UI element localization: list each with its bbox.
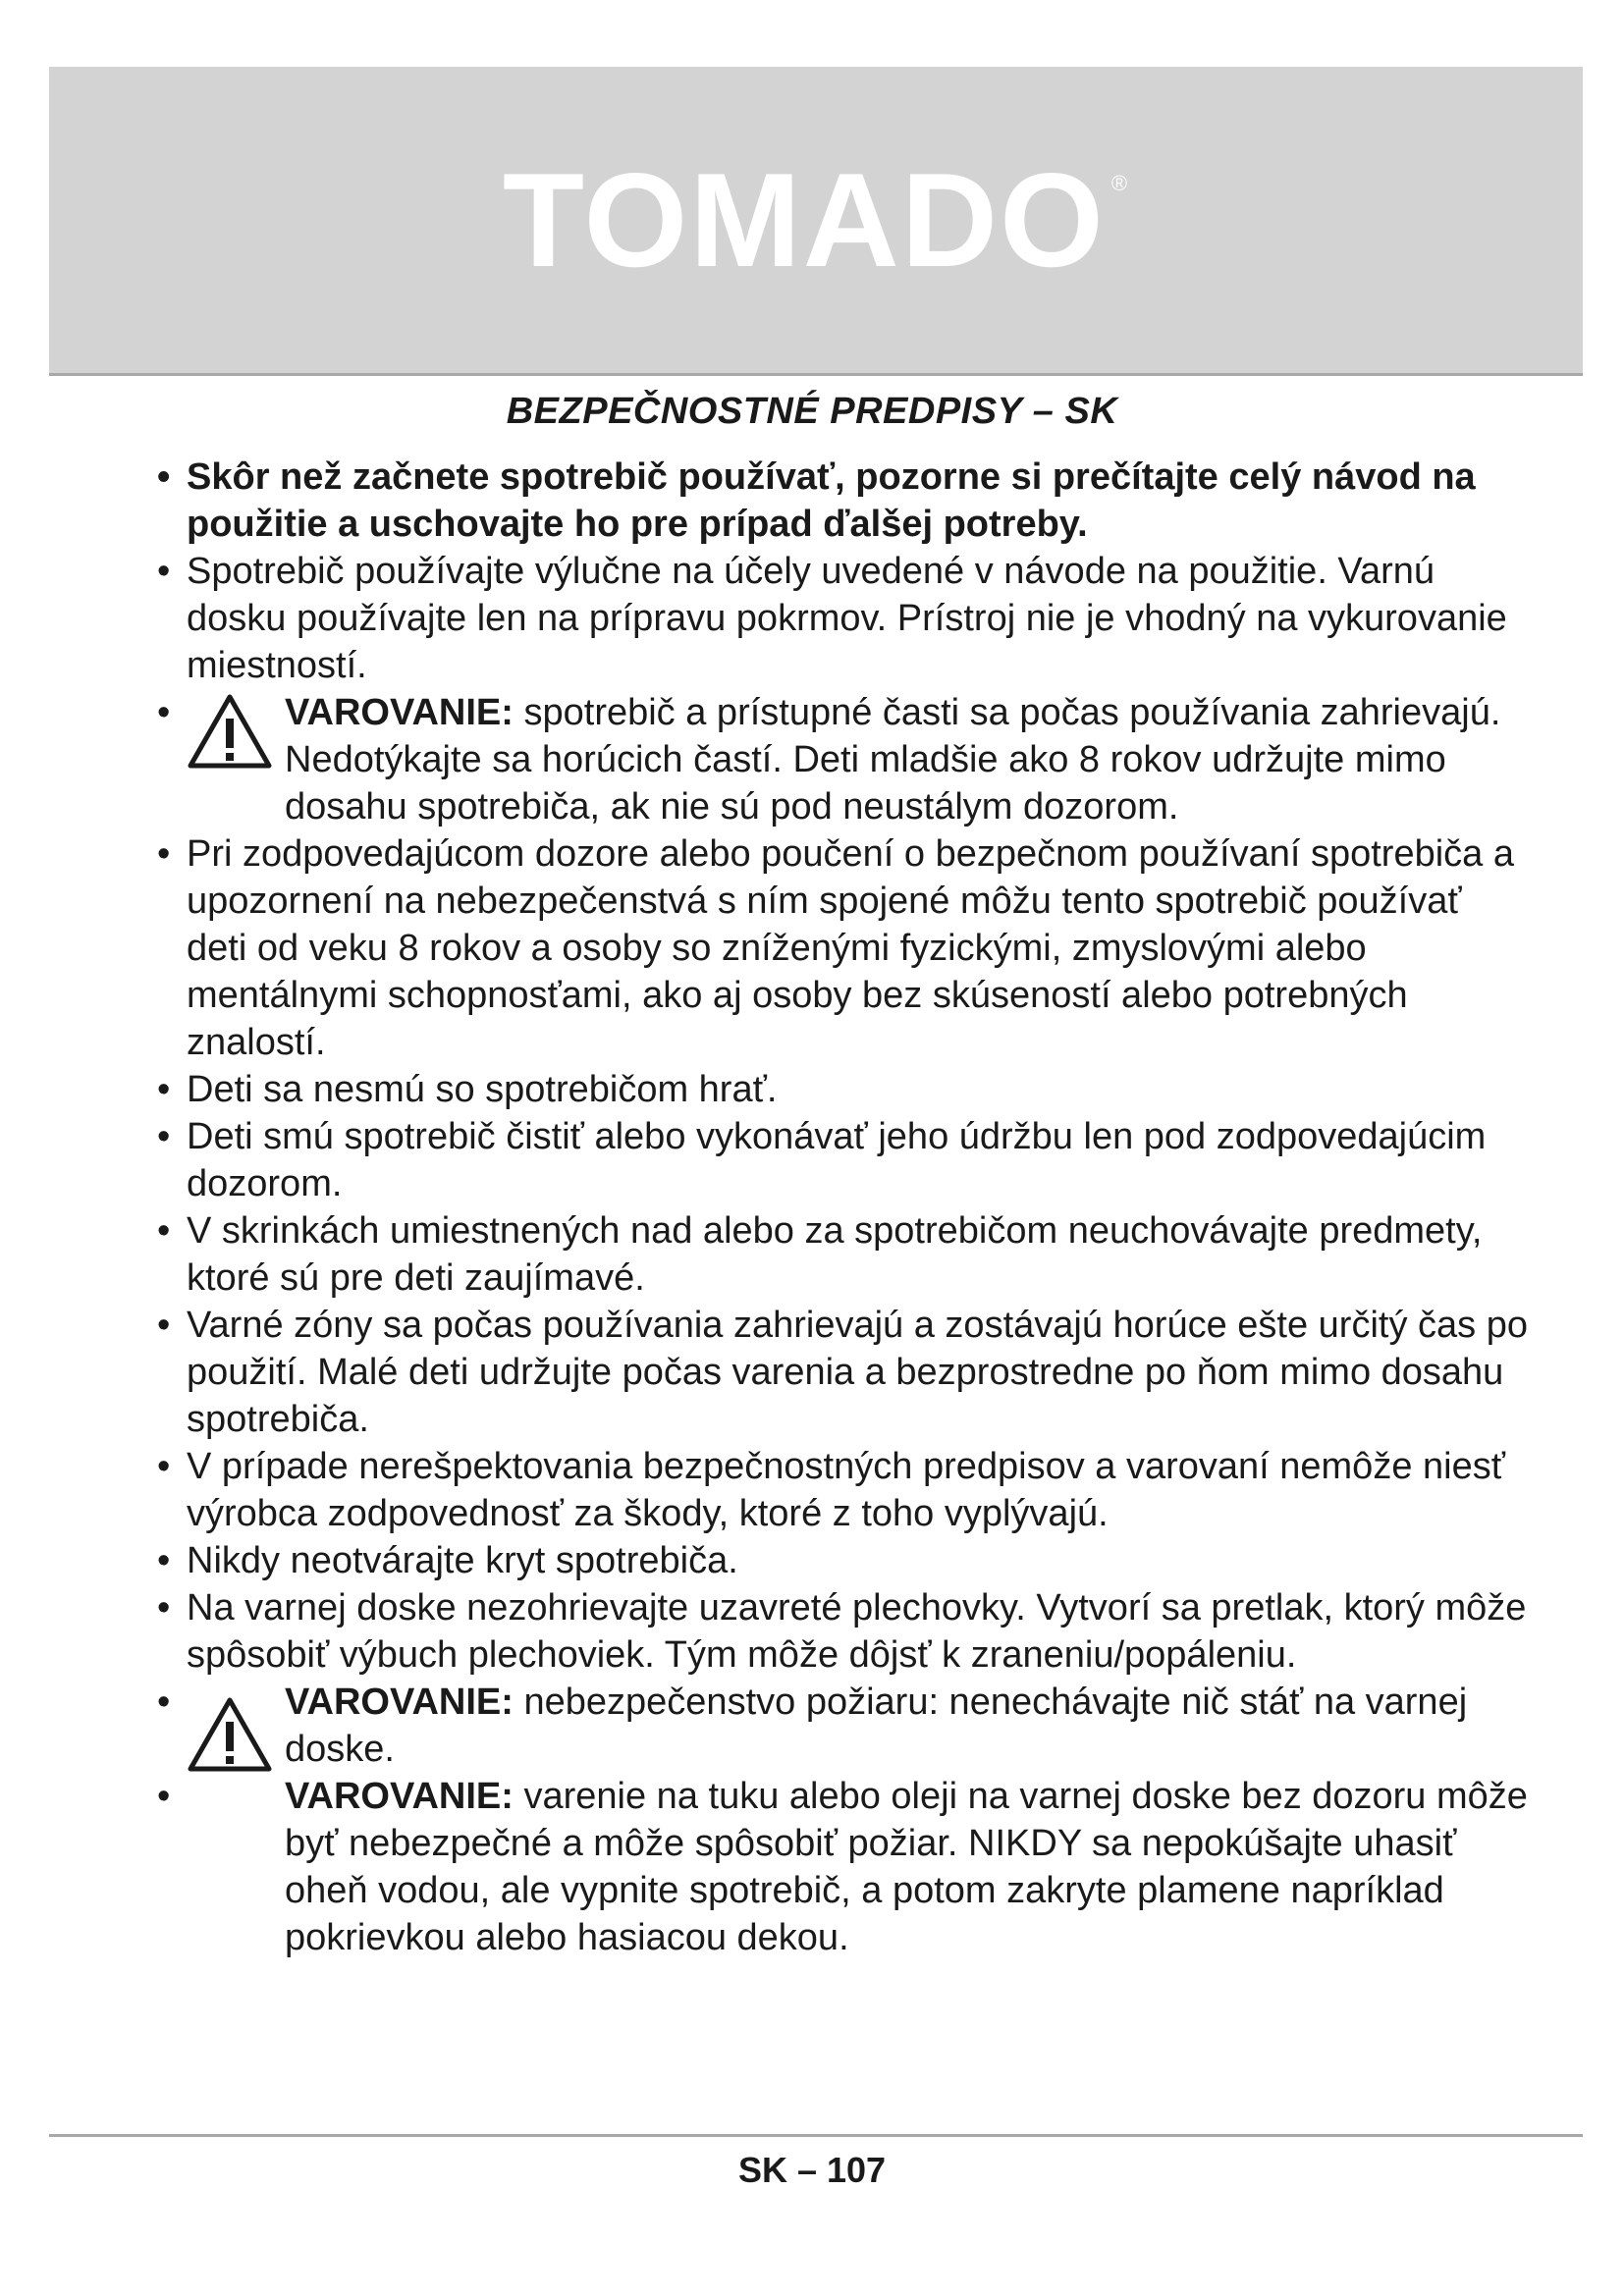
item-text: varenie na tuku alebo oleji na varnej doske bez dozoru môže byť nebezpečné a môže spôsobiť požiar. NIKDY sa nepokúšajte uhasiť oheň vodou, ale vypnite spotrebič, a potom zakryte plamene napríklad pokrievkou alebo hasiacou dekou. — [285, 1776, 1528, 1958]
warning-triangle-icon — [187, 693, 273, 770]
list-item — [157, 830, 1532, 1066]
list-item — [157, 1537, 1532, 1584]
list-item — [157, 1207, 1532, 1302]
warning-triangle-icon — [187, 1696, 273, 1773]
footer-divider — [49, 2134, 1583, 2137]
page-title: BEZPEČNOSTNÉ PREDPISY – SK — [506, 391, 1118, 432]
bullet: • — [157, 456, 171, 498]
item-text: Na varnej doske nezohrievajte uzavreté plechovky. Vytvorí sa pretlak, ktorý môže spôsobiť výbuch plechoviek. Tým môže dôjsť k zraneniu/popáleniu. — [187, 1587, 1527, 1676]
item-text: Deti smú spotrebič čistiť alebo vykonávať jeho údržbu len pod zodpovedajúcim dozorom. — [187, 1116, 1487, 1204]
item-text: Nikdy neotvárajte kryt spotrebiča. — [187, 1540, 738, 1581]
item-text: spotrebič a prístupné časti sa počas používania zahrievajú. Nedotýkajte sa horúcich častí. Deti mladšie ako 8 rokov udržujte mimo dosahu spotrebiča, ak nie sú pod neustálym dozorom. — [285, 692, 1501, 828]
header-band — [49, 67, 1583, 376]
bullet: • — [157, 1210, 171, 1252]
brand-logo-text: TOMADO — [502, 145, 1106, 294]
item-text: Pri zodpovedajúcom dozore alebo poučení o bezpečnom používaní spotrebiča a upozornení na nebezpečenstvá s ním spojené môžu tento spotrebič používať deti od veku 8 rokov a osoby so zníženými fyzickými, zmyslovými alebo mentálnymi schopnosťami, ako aj osoby bez skúseností alebo potrebných znalostí. — [187, 833, 1514, 1063]
list-item — [157, 1113, 1532, 1207]
warning-item — [157, 1773, 1532, 1961]
warning-label: VAROVANIE: — [285, 1682, 514, 1723]
list-item — [157, 548, 1532, 689]
item-text: V skrinkách umiestnených nad alebo za spotrebičom neuchovávajte predmety, ktoré sú pre deti zaujímavé. — [187, 1210, 1483, 1299]
bullet: • — [157, 551, 171, 592]
list-item — [157, 1302, 1532, 1443]
list-item — [157, 1584, 1532, 1679]
item-text: Varné zóny sa počas používania zahrievajú a zostávajú horúce ešte určitý čas po použití. Malé deti udržujte počas varenia a bezprostredne po ňom mimo dosahu spotrebiča. — [187, 1305, 1528, 1440]
bullet: • — [157, 1776, 171, 1817]
bullet: • — [157, 1540, 171, 1581]
item-text: Skôr než začnete spotrebič používať, pozorne si prečítajte celý návod na použitie a uschovajte ho pre prípad ďalšej potreby. — [187, 456, 1476, 545]
bullet: • — [157, 1587, 171, 1629]
warning-item — [157, 689, 1532, 830]
registered-mark: ® — [1110, 171, 1130, 195]
warning-label: VAROVANIE: — [285, 1776, 514, 1817]
warning-item — [157, 1679, 1532, 1773]
item-text: V prípade nerešpektovania bezpečnostných predpisov a varovaní nemôže niesť výrobca zodpovednosť za škody, ktoré z toho vyplývajú. — [187, 1446, 1505, 1534]
list-item — [157, 1443, 1532, 1537]
item-text: Deti sa nesmú so spotrebičom hrať. — [187, 1069, 778, 1110]
bullet: • — [157, 1069, 171, 1110]
brand-logo — [49, 145, 1583, 294]
page-number: SK – 107 — [737, 2150, 887, 2190]
bullet: • — [157, 1305, 171, 1346]
list-item — [157, 454, 1532, 548]
bullet: • — [157, 1116, 171, 1157]
bullet: • — [157, 1446, 171, 1487]
bullet: • — [157, 1682, 171, 1723]
list-item — [157, 1066, 1532, 1113]
warning-label: VAROVANIE: — [285, 692, 514, 733]
bullet: • — [157, 833, 171, 875]
safety-list — [157, 454, 1532, 1961]
item-text: nebezpečenstvo požiaru: nenechávajte nič stáť na varnej doske. — [285, 1682, 1468, 1770]
bullet: • — [157, 692, 171, 733]
item-text: Spotrebič používajte výlučne na účely uvedené v návode na použitie. Varnú dosku používajte len na prípravu pokrmov. Prístroj nie je vhodný na vykurovanie miestností. — [187, 551, 1507, 686]
